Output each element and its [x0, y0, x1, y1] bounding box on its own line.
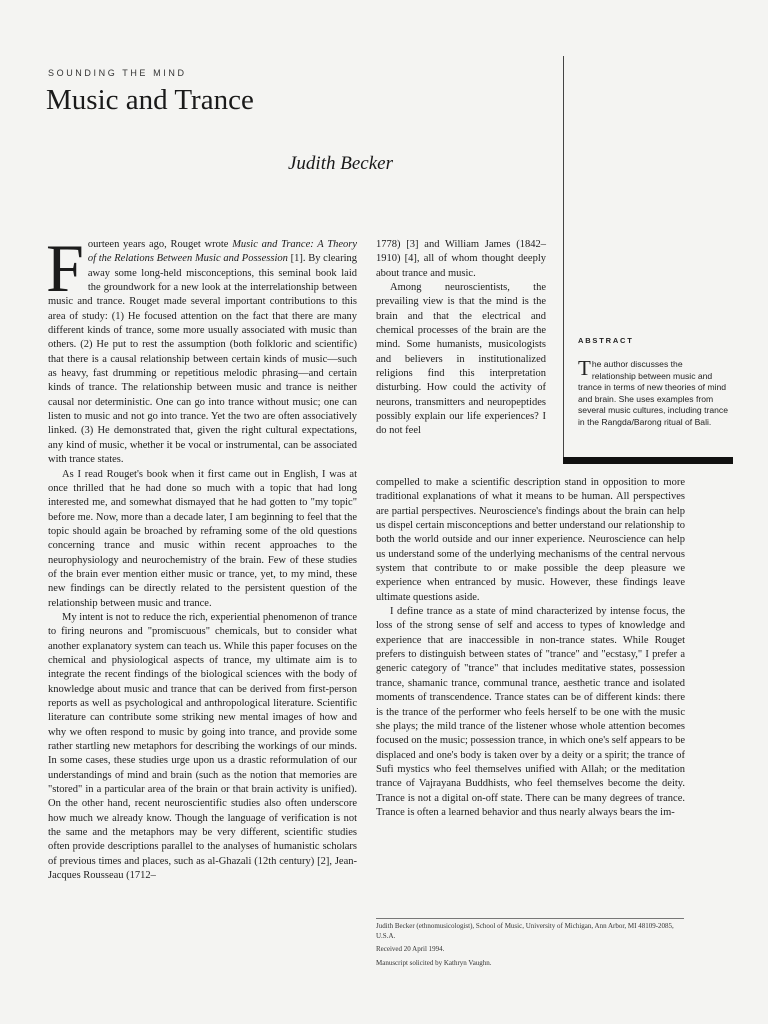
- abstract-box: [578, 336, 738, 428]
- paragraph: My intent is not to reduce the rich, experiential phenomenon of trance to firing neurons and "promiscuous" chemicals, but to consider what another explanatory system can teach us. While this paper focuses on the chemical and physiological aspects of trance, my ultimate aim is to integrate the recent findings of the biological sciences with the body of knowledge about music and trance that can be derived from first-person reports as well as psychological and anthropological literature. Scientific literature can contribute some striking new mental images of how and why we often respond to music by going into trance, and provide some rather startling new metaphors for describing the workings of our minds. In some cases, these studies urge upon us a drastic reformulation of our understandings of mind and brain (such as the notion that memories are "stored" in a particular area of the brain or that brain activity is unified). On the other hand, recent neuroscientific studies also often underscore how much we already know. Though the language of verification is not the same and the metaphors may be very different, scientific studies often provide descriptions parallel to the analyses of humanistic scholars of previous times and places, such as al-Ghazali (12th century) [2], Jean-Jacques Rousseau (1712–: [48, 611, 357, 882]
- body-column-right-top: [376, 238, 546, 439]
- body-column-right-bottom: [376, 476, 685, 820]
- solicited-by: Manuscript solicited by Kathryn Vaughn.: [376, 958, 492, 967]
- footnote-rule: [376, 918, 684, 919]
- abstract-rule: [563, 457, 733, 464]
- body-column-left: [46, 230, 357, 883]
- paragraph: [46, 230, 357, 468]
- drop-cap: F: [46, 230, 84, 306]
- paragraph: I define trance as a state of mind characterized by intense focus, the loss of the strong sense of self and access to types of knowledge and experience that are inaccessible in non-trance states. While Rouget prefers to distinguish between states of "trance" and "ecstasy," I prefer a generic category of "trance" that includes meditative states, possession trance, shamanic trance, communal trance, aesthetic trance and isolated moments of transcendence. Trance states can be of different kinds: there is the trance of the performer who feels herself to be one with the music she plays; the mild trance of the listener whose whole attention becomes focused on the music; possession trance, in which one's self appears to be displaced and one's body is taken over by a deity or a spirit; the trance of Sufi mystics who feel themselves unified with Allah; or the meditation trance of Vajrayana Buddhists, who feel themselves become the deity. Trance is not a digital on-off state. There can be many degrees of trance. Trance is often a learned behavior and thus nearly always bears the im-: [376, 606, 685, 818]
- column-divider: [563, 56, 564, 460]
- paragraph-text: [1]. By clearing away some long-held misconceptions, this seminal book laid the groundwork for a new look at the interrelationship between music and trance. Rouget made several important contributions to this area of study: (1) He focused attention on the fact that there are many different kinds of trance, some more usually associated with music than others. (2) He put to rest the assumption (both folkloric and scientific) that there is a causal relationship between certain kinds of music—such as heavy, fast drumming or repetitious melodic phrasing—and certain kinds of trance. The relationship between music and trance is neither causal nor deterministic. One can go into trance without music; one can listen to music and not go into trance. Yet the two are often associatively linked. (3) He demonstrated that, given the right cultural expectations, any kind of music, whether it be vocal or instrumental, can be associated with trance states.: [48, 253, 357, 466]
- paragraph: Among neuroscientists, the prevailing view is that the mind is the brain and that the electrical and chemical processes of the brain are the mind. Some humanists, musicologists and believers in institutionalized religions find this interpretation disturbing. How could the activity of neurons, transmitters and neuropeptides possibly explain our life experiences? I do not feel: [376, 282, 546, 437]
- section-kicker: SOUNDING THE MIND: [48, 68, 187, 78]
- author-affiliation: Judith Becker (ethnomusicologist), School of Music, University of Michigan, Ann Arbor, MI 48109-2085, U.S.A.: [376, 922, 674, 940]
- paragraph: As I read Rouget's book when it first came out in English, I was at once thrilled that he had done so much with a topic that had long interested me, and somewhat dismayed that he had gotten to "my topic" before me. Now, more than a decade later, I am beginning to feel that the topic should again be broached by reframing some of the old questions concerning trance and music within recent approaches to the neurophysiology and neurochemistry of the brain. Few of these studies of the brain ever mention either music or trance, yet, to my mind, these new findings can be directly related to the persistent question of the relationship between music and trance.: [48, 468, 357, 609]
- article-title: Music and Trance: [46, 84, 254, 116]
- received-date: Received 20 April 1994.: [376, 945, 445, 953]
- footnotes: [376, 922, 686, 972]
- author-name: Judith Becker: [288, 153, 393, 174]
- book-title: Music and Trance: A Theory of the Relations Between Music and Possession: [87, 239, 357, 265]
- abstract-text: [578, 356, 728, 428]
- paragraph: 1778) [3] and William James (1842–1910) [4], all of whom thought deeply about trance and music.: [376, 239, 546, 279]
- abstract-heading: ABSTRACT: [578, 336, 634, 345]
- abstract-drop-letter: T: [578, 356, 591, 380]
- abstract-body: he author discusses the relationship between music and trance in terms of new theories of mind and brain. She uses examples from several music cultures, including trance in the Rangda/Barong ritual of Bali.: [578, 359, 728, 427]
- paragraph-text: ourteen years ago, Rouget wrote: [87, 239, 233, 250]
- paragraph: compelled to make a scientific description stand in opposition to more traditional explanations of what it means to be human. All perspectives are partial perspectives. Neuroscience's findings about the brain can help us dispel certain misconceptions and better understand our relationship to both the world outside and our inner experience. Neuroscience can help us understand some of the underlying mechanisms of the central nervous system that contribute to or make possible the deep pleasure we experience when entranced by music. However, these findings leave ultimate questions aside.: [376, 477, 685, 603]
